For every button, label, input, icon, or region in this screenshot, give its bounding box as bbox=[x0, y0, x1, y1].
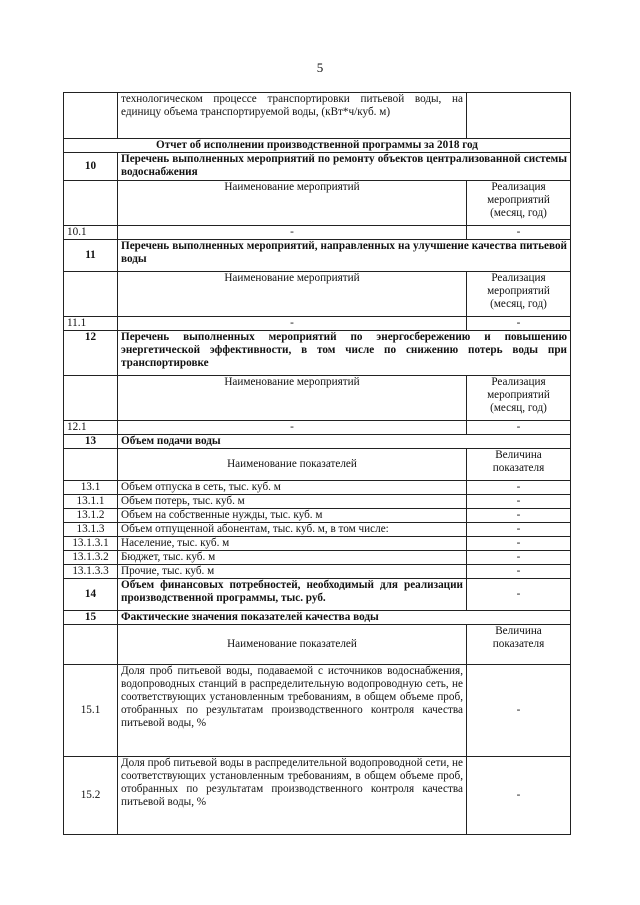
table-row bbox=[64, 153, 571, 181]
row-number: 11 bbox=[64, 240, 118, 272]
indicator-name: Прочие, тыс. куб. м bbox=[118, 565, 467, 579]
row-number: 13.1.3.2 bbox=[64, 551, 118, 565]
table-row bbox=[64, 435, 571, 449]
table-row bbox=[64, 139, 571, 153]
cell-value: - bbox=[118, 421, 467, 435]
table-row bbox=[64, 226, 571, 240]
row-number: 15 bbox=[64, 611, 118, 625]
indicator-value: - bbox=[467, 665, 571, 757]
section-12-title: Перечень выполненных мероприятий по энергосбережению и повышению энергетической эффективности, в том числе по снижению потерь воды при транспортировке bbox=[118, 331, 571, 376]
indicator-value: - bbox=[467, 757, 571, 835]
column-header-name: Наименование мероприятий bbox=[118, 181, 467, 226]
report-table bbox=[63, 92, 571, 835]
cell-value: - bbox=[467, 226, 571, 240]
row-number: 12 bbox=[64, 331, 118, 376]
table-row bbox=[64, 625, 571, 665]
row-number: 12.1 bbox=[64, 421, 118, 435]
table-row bbox=[64, 272, 571, 317]
table-row bbox=[64, 579, 571, 611]
row-number: 13.1.3 bbox=[64, 523, 118, 537]
row-number: 13.1.3.3 bbox=[64, 565, 118, 579]
table-row bbox=[64, 240, 571, 272]
indicator-value: - bbox=[467, 537, 571, 551]
indicator-value: - bbox=[467, 509, 571, 523]
column-header-value: Реализация мероприятий (месяц, год) bbox=[467, 181, 571, 226]
row-number: 13.1 bbox=[64, 481, 118, 495]
row-number: 13 bbox=[64, 435, 118, 449]
row-number: 11.1 bbox=[64, 317, 118, 331]
cell-value: - bbox=[467, 317, 571, 331]
intro-text: технологическом процессе транспортировки питьевой воды, на единицу объема транспортируемой воды, (кВт*ч/куб. м) bbox=[118, 93, 467, 139]
column-header-name: Наименование мероприятий bbox=[118, 376, 467, 421]
indicator-name: Объем на собственные нужды, тыс. куб. м bbox=[118, 509, 467, 523]
indicator-name: Объем отпущенной абонентам, тыс. куб. м, в том числе: bbox=[118, 523, 467, 537]
row-number: 13.1.2 bbox=[64, 509, 118, 523]
column-header-name: Наименование показателей bbox=[118, 449, 467, 481]
cell-value: - bbox=[118, 226, 467, 240]
table-row bbox=[64, 551, 571, 565]
indicator-name: Бюджет, тыс. куб. м bbox=[118, 551, 467, 565]
table-row bbox=[64, 611, 571, 625]
table-row bbox=[64, 376, 571, 421]
section-15-title: Фактические значения показателей качества воды bbox=[118, 611, 571, 625]
section-13-title: Объем подачи воды bbox=[118, 435, 571, 449]
table-row bbox=[64, 317, 571, 331]
row-number: 13.1.3.1 bbox=[64, 537, 118, 551]
cell-value: - bbox=[118, 317, 467, 331]
table-row bbox=[64, 537, 571, 551]
indicator-value: - bbox=[467, 481, 571, 495]
page-number: 5 bbox=[316, 60, 324, 75]
table-row bbox=[64, 509, 571, 523]
indicator-value: - bbox=[467, 523, 571, 537]
indicator-name: Доля проб питьевой воды, подаваемой с источников водоснабжения, водопроводных станций в распределительную водопроводную сеть, не соответствующих установленным требованиям, в общем объеме проб, отобранных по результатам производственного контроля качества питьевой воды, % bbox=[118, 665, 467, 757]
table-row bbox=[64, 449, 571, 481]
column-header-name: Наименование мероприятий bbox=[118, 272, 467, 317]
table-row bbox=[64, 665, 571, 757]
table-row bbox=[64, 565, 571, 579]
row-number: 10.1 bbox=[64, 226, 118, 240]
section-10-title: Перечень выполненных мероприятий по ремонту объектов централизованной системы водоснабжения bbox=[118, 153, 571, 181]
column-header-name: Наименование показателей bbox=[118, 625, 467, 665]
column-header-value: Величина показателя bbox=[467, 449, 571, 481]
column-header-value: Величина показателя bbox=[467, 625, 571, 665]
section-14-title: Объем финансовых потребностей, необходимый для реализации производственной программы, тыс. руб. bbox=[118, 579, 467, 611]
table-row bbox=[64, 421, 571, 435]
row-number: 15.1 bbox=[64, 665, 118, 757]
indicator-value: - bbox=[467, 551, 571, 565]
column-header-value: Реализация мероприятий (месяц, год) bbox=[467, 376, 571, 421]
cell-value: - bbox=[467, 421, 571, 435]
indicator-name: Объем потерь, тыс. куб. м bbox=[118, 495, 467, 509]
section-11-title: Перечень выполненных мероприятий, направленных на улучшение качества питьевой воды bbox=[118, 240, 571, 272]
table-row bbox=[64, 331, 571, 376]
indicator-value: - bbox=[467, 579, 571, 611]
row-number: 10 bbox=[64, 153, 118, 181]
table-row bbox=[64, 481, 571, 495]
table-row bbox=[64, 93, 571, 139]
table-row bbox=[64, 181, 571, 226]
table-row bbox=[64, 523, 571, 537]
indicator-name: Объем отпуска в сеть, тыс. куб. м bbox=[118, 481, 467, 495]
row-number: 13.1.1 bbox=[64, 495, 118, 509]
row-number: 14 bbox=[64, 579, 118, 611]
table-row bbox=[64, 495, 571, 509]
indicator-name: Доля проб питьевой воды в распределительной водопроводной сети, не соответствующих установленным требованиям, в общем объеме проб, отобранных по результатам производственного контроля качества питьевой воды, % bbox=[118, 757, 467, 835]
indicator-value: - bbox=[467, 495, 571, 509]
indicator-value: - bbox=[467, 565, 571, 579]
row-number: 15.2 bbox=[64, 757, 118, 835]
table-row bbox=[64, 757, 571, 835]
indicator-name: Население, тыс. куб. м bbox=[118, 537, 467, 551]
column-header-value: Реализация мероприятий (месяц, год) bbox=[467, 272, 571, 317]
section-title: Отчет об исполнении производственной программы за 2018 год bbox=[64, 139, 571, 153]
